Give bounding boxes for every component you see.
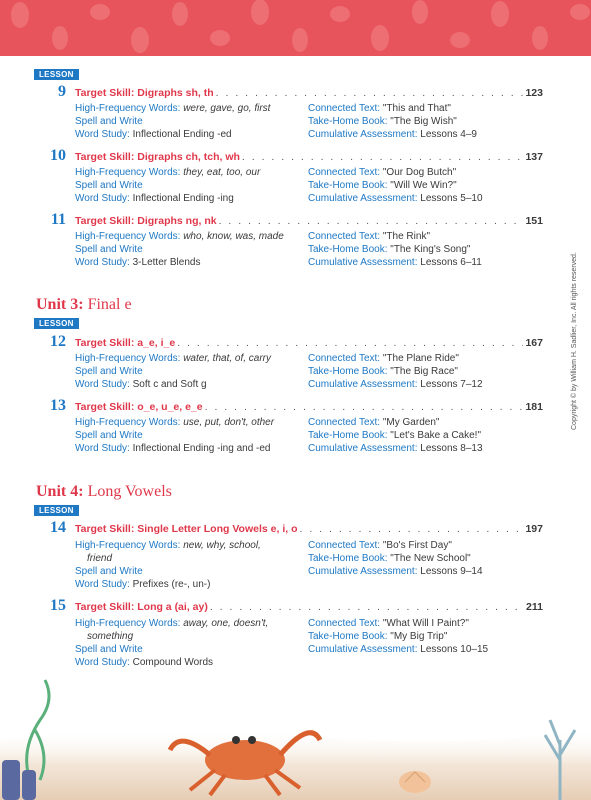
target-skill: Target Skill: a_e, i_e . . . 167 bbox=[75, 337, 543, 349]
lesson-badge: LESSON bbox=[34, 318, 79, 329]
lesson-number: 11 bbox=[50, 211, 66, 228]
lesson-number: 12 bbox=[50, 333, 66, 350]
target-skill: Target Skill: Single Letter Long Vowels e, i, o . . . 197 bbox=[75, 523, 543, 535]
target-skill: Target Skill: Long a (ai, ay) . . . 211 bbox=[75, 601, 543, 613]
page-number: 197 bbox=[525, 523, 543, 535]
lesson-number: 15 bbox=[50, 597, 66, 614]
page-number: 151 bbox=[525, 215, 543, 227]
lesson-badge: LESSON bbox=[34, 69, 79, 80]
target-skill: Target Skill: Digraphs sh, th . . . 123 bbox=[75, 87, 543, 99]
copyright-notice: Copyright © by William H. Sadlier, Inc. All rights reserved. bbox=[571, 252, 578, 430]
page-number: 181 bbox=[525, 401, 543, 413]
target-skill: Target Skill: Digraphs ch, tch, wh . . . 137 bbox=[75, 151, 543, 163]
shell-icon bbox=[399, 771, 431, 793]
lesson-number: 13 bbox=[50, 397, 66, 414]
page-number: 167 bbox=[525, 337, 543, 349]
sea-floor-illustration bbox=[0, 660, 591, 800]
header-banner bbox=[0, 0, 591, 56]
page-number: 137 bbox=[525, 151, 543, 163]
unit-3-heading: Unit 3: Final e bbox=[36, 296, 132, 313]
lesson-number: 10 bbox=[50, 147, 66, 164]
page-number: 211 bbox=[526, 601, 543, 613]
lesson-badge: LESSON bbox=[34, 505, 79, 516]
unit-4-heading: Unit 4: Long Vowels bbox=[36, 483, 172, 500]
page-number: 123 bbox=[525, 87, 543, 99]
target-skill: Target Skill: Digraphs ng, nk . . . 151 bbox=[75, 215, 543, 227]
lesson-number: 14 bbox=[50, 519, 66, 536]
target-skill: Target Skill: o_e, u_e, e_e . . . 181 bbox=[75, 401, 543, 413]
pattern-decoration bbox=[0, 0, 591, 56]
lesson-number: 9 bbox=[58, 83, 66, 100]
